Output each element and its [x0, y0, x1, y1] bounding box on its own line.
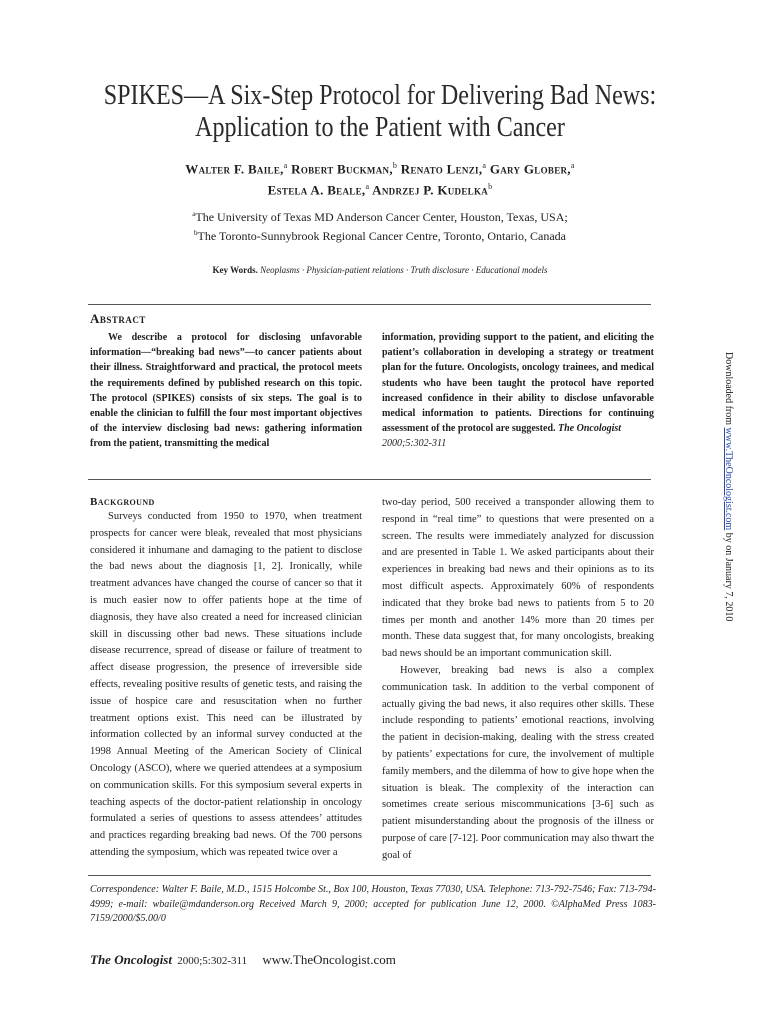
abstract-right-text: information, providing support to the patient, and eliciting the patient’s collaboration in developing a strategy or treatment plan for the future. Oncologists, oncology trainees, and medical students who have been taught the protocol have reported increased confidence in their ability to disclose unfavorable medical information to patients. Directions for continuing assessment of the protocol are suggested. [382, 332, 654, 435]
affiliation-marker: b [194, 229, 198, 237]
affiliation-marker: b [392, 161, 398, 170]
footer-site: www.TheOncologist.com [262, 952, 396, 967]
divider [88, 479, 651, 480]
affiliation-marker: a [283, 161, 288, 170]
body-left-column [90, 495, 362, 862]
affiliation-text: The University of Texas MD Anderson Cancer Center, Houston, Texas, USA; [195, 210, 568, 224]
title-line-2: Application to the Patient with Cancer [195, 112, 565, 143]
affiliation-marker: a [192, 210, 196, 218]
affiliation-b [40, 225, 720, 244]
author-name: Renato Lenzi, [400, 161, 483, 177]
body-paragraph: two-day period, 500 received a transponder allowing them to respond in “real time” to questions that were presented on a screen. The results were immediately analyzed for discussion and are presented in Table 1. We asked participants about their experiences in breaking bad news and their opinions as to its most difficult aspects. Approximately 60% of respondents indicated that they broke bad news to patients from 5 to 20 times per month and another 14% more than 20 times per month. These data suggest that, for many oncologists, breaking bad news should be an important communication skill. [382, 497, 654, 660]
affiliation-marker: a [365, 182, 370, 192]
author-name: Walter F. Baile, [185, 161, 284, 177]
author-name: Robert Buckman, [291, 161, 393, 177]
download-prefix: Downloaded from [723, 352, 734, 428]
key-words-text: Neoplasms · Physician-patient relations · Truth disclosure · Educational models [260, 265, 548, 275]
affiliations [40, 206, 720, 244]
author-name: Estela A. Beale, [267, 182, 366, 198]
body-paragraph: Surveys conducted from 1950 to 1970, when treatment prospects for cancer were bleak, revealed that most physicians considered it inhumane and damaging to the patient to disclose the bad news about the diagnosis [1, 2]. Ironically, while treatment advances have changed the course of cancer so that it is much easier now to offer patients hope at the time of diagnosis, they have also created a need for increased clinician skill in discussing other bad news. These situations include disease recurrence, spread of disease or failure of treatment to affect disease progression, the presence of irreversible side effects, revealing positive results of genetic tests, and raising the issue of hospice care and resuscitation when no further treatment options exist. This need can be illustrated by information collected by an informal survey conducted at the 1998 Annual Meeting of the American Society of Clinical Oncology (ASCO), where we queried attendees at a symposium on communication skills. For this symposium several experts in teaching aspects of the doctor-patient relationship in oncology formulated a series of questions to assess attendees’ attitudes and practices regarding breaking bad news. Of the 700 persons attending the symposium, which was repeated twice over a [90, 511, 362, 858]
download-suffix: by on January 7, 2010 [723, 530, 734, 622]
footer-journal: The Oncologist [90, 952, 172, 967]
section-heading: Background [90, 496, 155, 508]
abstract-left-column: We describe a protocol for disclosing unfavorable information—“breaking bad news”—to cancer patients about their illness. Straightforward and practical, the protocol meets the requirements defined by published research on this topic. The protocol (SPIKES) consists of six steps. The goal is to enable the clinician to fulfill the four most important objectives of the interview disclosing bad news: gathering information from the patient, transmitting the medical [90, 332, 362, 450]
author-line-2 [40, 178, 720, 199]
citation-ref: 2000;5:302-311 [382, 438, 447, 450]
affiliation-marker: b [488, 182, 493, 192]
download-link[interactable]: www.TheOncologist.com [723, 427, 734, 531]
citation-journal: The Oncologist [558, 423, 622, 435]
author-name: Andrzej P. Kudelka [372, 182, 489, 198]
divider [88, 875, 651, 876]
divider [88, 304, 651, 305]
page-footer [90, 952, 396, 968]
body-right-column [382, 495, 654, 865]
author-name: Gary Glober, [489, 161, 571, 177]
abstract-right-column [382, 330, 654, 452]
author-list [40, 157, 720, 200]
abstract-heading: Abstract [90, 311, 146, 326]
download-notice [723, 352, 734, 682]
affiliation-text: The Toronto-Sunnybrook Regional Cancer Centre, Toronto, Ontario, Canada [197, 229, 566, 243]
affiliation-marker: a [482, 161, 487, 170]
article-title [88, 80, 673, 144]
key-words-label: Key Words. [212, 265, 258, 275]
body-paragraph: However, breaking bad news is also a complex communication task. In addition to the verbal component of actually giving the bad news, it also requires other skills. These include responding to patients’ emotional reactions, involving the patient in decision-making, dealing with the stress created by patients’ expectations for cure, the involvement of multiple family members, and the dilemma of how to give hope when the situation is bleak. The complexity of the interaction can sometimes create serious miscommunications [3-6] such as patient misunderstanding about the prognosis of the illness or purpose of care [7-12]. Poor communication may also thwart the goal of [382, 664, 654, 861]
correspondence-note: Correspondence: Walter F. Baile, M.D., 1515 Holcombe St., Box 100, Houston, Texas 77030, USA. Telephone: 713-792-7546; Fax: 713-794-4999; e-mail: wbaile@mdanderson.org Received March 9, 2000; accepted for publication June 12, 2000. ©AlphaMed Press 1083-7159/2000/$5.00/0 [90, 884, 656, 925]
affiliation-a [40, 206, 720, 225]
author-line-1 [40, 157, 720, 178]
title-line-1: SPIKES—A Six-Step Protocol for Delivering Bad News: [103, 80, 657, 111]
affiliation-marker: a [570, 161, 575, 170]
key-words [40, 264, 720, 276]
footer-volume: 2000;5:302-311 [177, 955, 248, 967]
